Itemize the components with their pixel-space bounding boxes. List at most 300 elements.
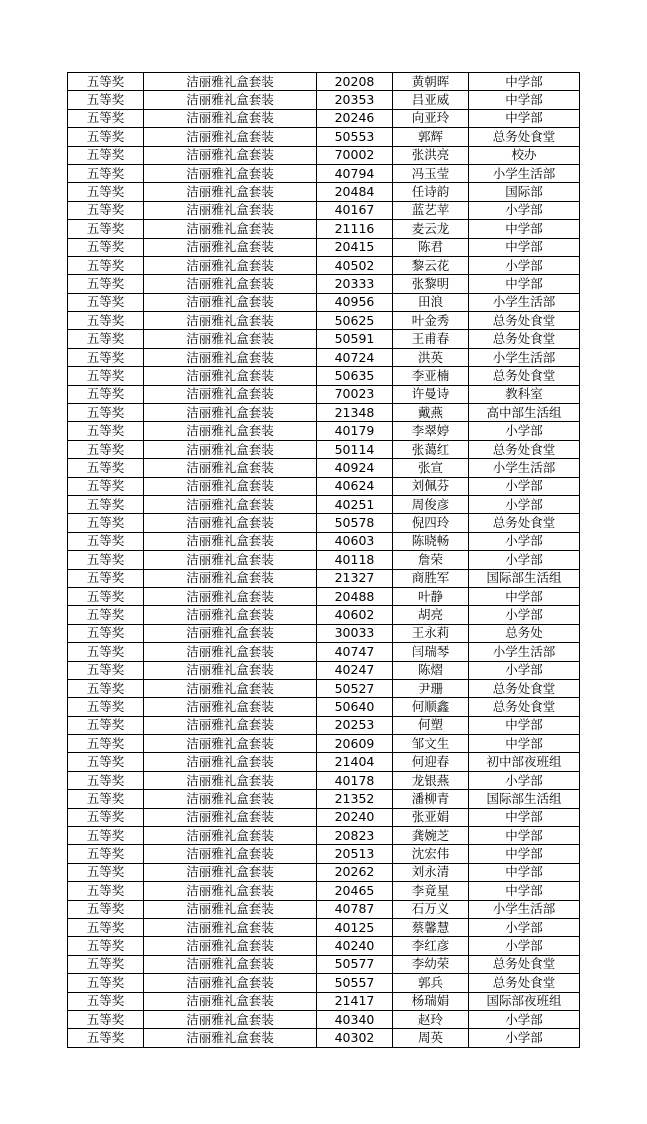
department-cell: 小学部 bbox=[469, 1029, 580, 1047]
staff-name-cell: 许曼诗 bbox=[393, 385, 469, 403]
department-cell: 中学部 bbox=[469, 827, 580, 845]
prize-item-cell: 洁丽雅礼盒套装 bbox=[144, 753, 317, 771]
table-row bbox=[68, 643, 580, 661]
department-cell: 校办 bbox=[469, 146, 580, 164]
table-row bbox=[68, 716, 580, 734]
department-cell: 小学部 bbox=[469, 532, 580, 550]
staff-id-cell: 20353 bbox=[317, 91, 393, 109]
staff-name-cell: 刘永清 bbox=[393, 863, 469, 881]
staff-id-cell: 50527 bbox=[317, 679, 393, 697]
table-row bbox=[68, 1029, 580, 1047]
table-row bbox=[68, 495, 580, 513]
staff-name-cell: 杨瑞娟 bbox=[393, 992, 469, 1010]
department-cell: 国际部生活组 bbox=[469, 790, 580, 808]
department-cell: 小学生活部 bbox=[469, 643, 580, 661]
table-row bbox=[68, 201, 580, 219]
staff-id-cell: 40179 bbox=[317, 422, 393, 440]
staff-id-cell: 50557 bbox=[317, 974, 393, 992]
prize-level-cell: 五等奖 bbox=[68, 992, 144, 1010]
table-row bbox=[68, 367, 580, 385]
department-cell: 中学部 bbox=[469, 275, 580, 293]
prize-item-cell: 洁丽雅礼盒套装 bbox=[144, 109, 317, 127]
prize-item-cell: 洁丽雅礼盒套装 bbox=[144, 220, 317, 238]
department-cell: 小学部 bbox=[469, 256, 580, 274]
staff-name-cell: 商胜军 bbox=[393, 569, 469, 587]
table-row bbox=[68, 164, 580, 182]
department-cell: 初中部夜班组 bbox=[469, 753, 580, 771]
department-cell: 总务处食堂 bbox=[469, 330, 580, 348]
prize-level-cell: 五等奖 bbox=[68, 422, 144, 440]
prize-item-cell: 洁丽雅礼盒套装 bbox=[144, 201, 317, 219]
staff-name-cell: 陈晓畅 bbox=[393, 532, 469, 550]
staff-name-cell: 田浪 bbox=[393, 293, 469, 311]
prize-item-cell: 洁丽雅礼盒套装 bbox=[144, 367, 317, 385]
table-row bbox=[68, 422, 580, 440]
prize-level-cell: 五等奖 bbox=[68, 827, 144, 845]
staff-id-cell: 20609 bbox=[317, 735, 393, 753]
staff-name-cell: 胡亮 bbox=[393, 606, 469, 624]
department-cell: 中学部 bbox=[469, 882, 580, 900]
prize-level-cell: 五等奖 bbox=[68, 514, 144, 532]
table-row bbox=[68, 569, 580, 587]
prize-level-cell: 五等奖 bbox=[68, 698, 144, 716]
staff-id-cell: 30033 bbox=[317, 624, 393, 642]
prize-level-cell: 五等奖 bbox=[68, 1029, 144, 1047]
department-cell: 中学部 bbox=[469, 238, 580, 256]
staff-name-cell: 郭兵 bbox=[393, 974, 469, 992]
staff-id-cell: 40340 bbox=[317, 1010, 393, 1028]
prize-level-cell: 五等奖 bbox=[68, 275, 144, 293]
table-row bbox=[68, 73, 580, 91]
staff-id-cell: 40302 bbox=[317, 1029, 393, 1047]
staff-name-cell: 张黎明 bbox=[393, 275, 469, 293]
staff-name-cell: 吕亚威 bbox=[393, 91, 469, 109]
prize-item-cell: 洁丽雅礼盒套装 bbox=[144, 459, 317, 477]
department-cell: 中学部 bbox=[469, 863, 580, 881]
prize-item-cell: 洁丽雅礼盒套装 bbox=[144, 974, 317, 992]
department-cell: 小学部 bbox=[469, 918, 580, 936]
staff-id-cell: 50635 bbox=[317, 367, 393, 385]
staff-id-cell: 50553 bbox=[317, 128, 393, 146]
staff-id-cell: 40178 bbox=[317, 771, 393, 789]
staff-id-cell: 20488 bbox=[317, 587, 393, 605]
prize-level-cell: 五等奖 bbox=[68, 238, 144, 256]
staff-name-cell: 闫瑞琴 bbox=[393, 643, 469, 661]
prize-level-cell: 五等奖 bbox=[68, 606, 144, 624]
staff-id-cell: 40724 bbox=[317, 348, 393, 366]
department-cell: 中学部 bbox=[469, 73, 580, 91]
prize-item-cell: 洁丽雅礼盒套装 bbox=[144, 698, 317, 716]
table-row bbox=[68, 679, 580, 697]
prize-level-cell: 五等奖 bbox=[68, 735, 144, 753]
department-cell: 总务处食堂 bbox=[469, 698, 580, 716]
table-row bbox=[68, 624, 580, 642]
prize-level-cell: 五等奖 bbox=[68, 808, 144, 826]
staff-name-cell: 沈宏伟 bbox=[393, 845, 469, 863]
prize-level-cell: 五等奖 bbox=[68, 385, 144, 403]
prize-level-cell: 五等奖 bbox=[68, 367, 144, 385]
prize-item-cell: 洁丽雅礼盒套装 bbox=[144, 992, 317, 1010]
staff-name-cell: 尹珊 bbox=[393, 679, 469, 697]
staff-id-cell: 40787 bbox=[317, 900, 393, 918]
department-cell: 小学生活部 bbox=[469, 293, 580, 311]
staff-name-cell: 潘柳青 bbox=[393, 790, 469, 808]
prize-item-cell: 洁丽雅礼盒套装 bbox=[144, 495, 317, 513]
staff-name-cell: 蔡馨慧 bbox=[393, 918, 469, 936]
table-row bbox=[68, 606, 580, 624]
table-row bbox=[68, 183, 580, 201]
prize-item-cell: 洁丽雅礼盒套装 bbox=[144, 845, 317, 863]
prize-level-cell: 五等奖 bbox=[68, 128, 144, 146]
staff-name-cell: 李翠婷 bbox=[393, 422, 469, 440]
staff-id-cell: 21116 bbox=[317, 220, 393, 238]
staff-name-cell: 赵玲 bbox=[393, 1010, 469, 1028]
prize-item-cell: 洁丽雅礼盒套装 bbox=[144, 440, 317, 458]
department-cell: 总务处食堂 bbox=[469, 312, 580, 330]
table-row bbox=[68, 91, 580, 109]
staff-id-cell: 21404 bbox=[317, 753, 393, 771]
staff-id-cell: 20823 bbox=[317, 827, 393, 845]
prize-level-cell: 五等奖 bbox=[68, 91, 144, 109]
prize-level-cell: 五等奖 bbox=[68, 1010, 144, 1028]
table-row bbox=[68, 256, 580, 274]
prize-item-cell: 洁丽雅礼盒套装 bbox=[144, 735, 317, 753]
staff-name-cell: 黎云花 bbox=[393, 256, 469, 274]
table-row bbox=[68, 587, 580, 605]
prize-item-cell: 洁丽雅礼盒套装 bbox=[144, 293, 317, 311]
table-row bbox=[68, 293, 580, 311]
staff-name-cell: 周俊彦 bbox=[393, 495, 469, 513]
staff-id-cell: 40747 bbox=[317, 643, 393, 661]
staff-name-cell: 龙银燕 bbox=[393, 771, 469, 789]
prize-level-cell: 五等奖 bbox=[68, 256, 144, 274]
staff-id-cell: 40118 bbox=[317, 551, 393, 569]
department-cell: 总务处食堂 bbox=[469, 514, 580, 532]
table-row bbox=[68, 753, 580, 771]
department-cell: 中学部 bbox=[469, 91, 580, 109]
table-row bbox=[68, 845, 580, 863]
department-cell: 国际部夜班组 bbox=[469, 992, 580, 1010]
table-row bbox=[68, 882, 580, 900]
prize-item-cell: 洁丽雅礼盒套装 bbox=[144, 827, 317, 845]
department-cell: 国际部 bbox=[469, 183, 580, 201]
prize-level-cell: 五等奖 bbox=[68, 974, 144, 992]
table-row bbox=[68, 735, 580, 753]
table-row bbox=[68, 459, 580, 477]
staff-name-cell: 麦云龙 bbox=[393, 220, 469, 238]
prize-level-cell: 五等奖 bbox=[68, 220, 144, 238]
prize-level-cell: 五等奖 bbox=[68, 404, 144, 422]
table-row bbox=[68, 238, 580, 256]
department-cell: 总务处食堂 bbox=[469, 955, 580, 973]
staff-name-cell: 任诗韵 bbox=[393, 183, 469, 201]
department-cell: 中学部 bbox=[469, 716, 580, 734]
staff-id-cell: 20253 bbox=[317, 716, 393, 734]
prize-item-cell: 洁丽雅礼盒套装 bbox=[144, 790, 317, 808]
department-cell: 小学部 bbox=[469, 551, 580, 569]
staff-name-cell: 黄朝晖 bbox=[393, 73, 469, 91]
staff-name-cell: 李幼荣 bbox=[393, 955, 469, 973]
department-cell: 小学部 bbox=[469, 771, 580, 789]
award-table bbox=[67, 72, 580, 1048]
department-cell: 小学部 bbox=[469, 606, 580, 624]
prize-level-cell: 五等奖 bbox=[68, 532, 144, 550]
prize-level-cell: 五等奖 bbox=[68, 146, 144, 164]
staff-name-cell: 王甫春 bbox=[393, 330, 469, 348]
prize-item-cell: 洁丽雅礼盒套装 bbox=[144, 771, 317, 789]
table-row bbox=[68, 220, 580, 238]
staff-name-cell: 陈君 bbox=[393, 238, 469, 256]
prize-level-cell: 五等奖 bbox=[68, 348, 144, 366]
staff-name-cell: 陈熠 bbox=[393, 661, 469, 679]
staff-name-cell: 邹文生 bbox=[393, 735, 469, 753]
department-cell: 总务处食堂 bbox=[469, 974, 580, 992]
prize-level-cell: 五等奖 bbox=[68, 955, 144, 973]
staff-name-cell: 倪四玲 bbox=[393, 514, 469, 532]
prize-item-cell: 洁丽雅礼盒套装 bbox=[144, 404, 317, 422]
table-row bbox=[68, 532, 580, 550]
prize-level-cell: 五等奖 bbox=[68, 643, 144, 661]
prize-level-cell: 五等奖 bbox=[68, 312, 144, 330]
table-row bbox=[68, 827, 580, 845]
prize-item-cell: 洁丽雅礼盒套装 bbox=[144, 330, 317, 348]
prize-item-cell: 洁丽雅礼盒套装 bbox=[144, 385, 317, 403]
department-cell: 小学部 bbox=[469, 1010, 580, 1028]
staff-id-cell: 40794 bbox=[317, 164, 393, 182]
table-row bbox=[68, 330, 580, 348]
department-cell: 小学生活部 bbox=[469, 164, 580, 182]
prize-item-cell: 洁丽雅礼盒套装 bbox=[144, 643, 317, 661]
prize-level-cell: 五等奖 bbox=[68, 937, 144, 955]
staff-name-cell: 周英 bbox=[393, 1029, 469, 1047]
department-cell: 总务处食堂 bbox=[469, 128, 580, 146]
staff-id-cell: 20484 bbox=[317, 183, 393, 201]
staff-id-cell: 50591 bbox=[317, 330, 393, 348]
department-cell: 小学部 bbox=[469, 661, 580, 679]
staff-id-cell: 21348 bbox=[317, 404, 393, 422]
prize-level-cell: 五等奖 bbox=[68, 477, 144, 495]
award-sheet bbox=[67, 72, 579, 1048]
prize-level-cell: 五等奖 bbox=[68, 753, 144, 771]
prize-item-cell: 洁丽雅礼盒套装 bbox=[144, 606, 317, 624]
department-cell: 国际部生活组 bbox=[469, 569, 580, 587]
staff-id-cell: 20513 bbox=[317, 845, 393, 863]
prize-item-cell: 洁丽雅礼盒套装 bbox=[144, 808, 317, 826]
staff-id-cell: 20465 bbox=[317, 882, 393, 900]
table-row bbox=[68, 440, 580, 458]
prize-level-cell: 五等奖 bbox=[68, 900, 144, 918]
prize-level-cell: 五等奖 bbox=[68, 183, 144, 201]
table-row bbox=[68, 109, 580, 127]
prize-item-cell: 洁丽雅礼盒套装 bbox=[144, 238, 317, 256]
prize-level-cell: 五等奖 bbox=[68, 330, 144, 348]
prize-item-cell: 洁丽雅礼盒套装 bbox=[144, 863, 317, 881]
prize-item-cell: 洁丽雅礼盒套装 bbox=[144, 918, 317, 936]
table-row bbox=[68, 955, 580, 973]
prize-item-cell: 洁丽雅礼盒套装 bbox=[144, 900, 317, 918]
staff-id-cell: 20262 bbox=[317, 863, 393, 881]
staff-name-cell: 向亚玲 bbox=[393, 109, 469, 127]
department-cell: 中学部 bbox=[469, 808, 580, 826]
prize-item-cell: 洁丽雅礼盒套装 bbox=[144, 183, 317, 201]
staff-name-cell: 张宣 bbox=[393, 459, 469, 477]
prize-level-cell: 五等奖 bbox=[68, 624, 144, 642]
table-row bbox=[68, 698, 580, 716]
staff-name-cell: 李红彦 bbox=[393, 937, 469, 955]
staff-id-cell: 50114 bbox=[317, 440, 393, 458]
table-row bbox=[68, 128, 580, 146]
prize-item-cell: 洁丽雅礼盒套装 bbox=[144, 679, 317, 697]
prize-item-cell: 洁丽雅礼盒套装 bbox=[144, 569, 317, 587]
staff-name-cell: 李竟星 bbox=[393, 882, 469, 900]
prize-level-cell: 五等奖 bbox=[68, 863, 144, 881]
table-row bbox=[68, 385, 580, 403]
table-row bbox=[68, 514, 580, 532]
prize-item-cell: 洁丽雅礼盒套装 bbox=[144, 477, 317, 495]
department-cell: 总务处食堂 bbox=[469, 367, 580, 385]
staff-name-cell: 李亚楠 bbox=[393, 367, 469, 385]
table-row bbox=[68, 918, 580, 936]
prize-level-cell: 五等奖 bbox=[68, 587, 144, 605]
prize-item-cell: 洁丽雅礼盒套装 bbox=[144, 256, 317, 274]
prize-item-cell: 洁丽雅礼盒套装 bbox=[144, 514, 317, 532]
staff-id-cell: 20208 bbox=[317, 73, 393, 91]
prize-level-cell: 五等奖 bbox=[68, 73, 144, 91]
staff-id-cell: 40167 bbox=[317, 201, 393, 219]
staff-name-cell: 戴燕 bbox=[393, 404, 469, 422]
table-row bbox=[68, 900, 580, 918]
staff-id-cell: 20333 bbox=[317, 275, 393, 293]
staff-id-cell: 20246 bbox=[317, 109, 393, 127]
staff-id-cell: 40924 bbox=[317, 459, 393, 477]
department-cell: 小学部 bbox=[469, 477, 580, 495]
prize-level-cell: 五等奖 bbox=[68, 164, 144, 182]
prize-level-cell: 五等奖 bbox=[68, 716, 144, 734]
staff-name-cell: 詹荣 bbox=[393, 551, 469, 569]
department-cell: 中学部 bbox=[469, 587, 580, 605]
staff-id-cell: 40240 bbox=[317, 937, 393, 955]
prize-level-cell: 五等奖 bbox=[68, 551, 144, 569]
table-row bbox=[68, 992, 580, 1010]
department-cell: 总务处食堂 bbox=[469, 440, 580, 458]
staff-name-cell: 何塑 bbox=[393, 716, 469, 734]
prize-item-cell: 洁丽雅礼盒套装 bbox=[144, 1029, 317, 1047]
prize-level-cell: 五等奖 bbox=[68, 661, 144, 679]
staff-id-cell: 21417 bbox=[317, 992, 393, 1010]
prize-level-cell: 五等奖 bbox=[68, 790, 144, 808]
prize-item-cell: 洁丽雅礼盒套装 bbox=[144, 164, 317, 182]
table-row bbox=[68, 551, 580, 569]
table-row bbox=[68, 146, 580, 164]
prize-level-cell: 五等奖 bbox=[68, 771, 144, 789]
department-cell: 中学部 bbox=[469, 109, 580, 127]
staff-id-cell: 70023 bbox=[317, 385, 393, 403]
prize-level-cell: 五等奖 bbox=[68, 495, 144, 513]
department-cell: 小学生活部 bbox=[469, 459, 580, 477]
prize-item-cell: 洁丽雅礼盒套装 bbox=[144, 422, 317, 440]
prize-level-cell: 五等奖 bbox=[68, 845, 144, 863]
prize-level-cell: 五等奖 bbox=[68, 109, 144, 127]
staff-name-cell: 石万义 bbox=[393, 900, 469, 918]
staff-name-cell: 刘佩芬 bbox=[393, 477, 469, 495]
department-cell: 小学部 bbox=[469, 937, 580, 955]
staff-id-cell: 20415 bbox=[317, 238, 393, 256]
department-cell: 小学部 bbox=[469, 422, 580, 440]
staff-id-cell: 21327 bbox=[317, 569, 393, 587]
staff-id-cell: 40624 bbox=[317, 477, 393, 495]
table-row bbox=[68, 661, 580, 679]
prize-item-cell: 洁丽雅礼盒套装 bbox=[144, 882, 317, 900]
table-row bbox=[68, 771, 580, 789]
staff-id-cell: 40603 bbox=[317, 532, 393, 550]
department-cell: 小学生活部 bbox=[469, 900, 580, 918]
staff-id-cell: 40602 bbox=[317, 606, 393, 624]
table-row bbox=[68, 790, 580, 808]
staff-id-cell: 50625 bbox=[317, 312, 393, 330]
prize-item-cell: 洁丽雅礼盒套装 bbox=[144, 587, 317, 605]
staff-id-cell: 70002 bbox=[317, 146, 393, 164]
department-cell: 中学部 bbox=[469, 220, 580, 238]
prize-item-cell: 洁丽雅礼盒套装 bbox=[144, 146, 317, 164]
prize-item-cell: 洁丽雅礼盒套装 bbox=[144, 91, 317, 109]
table-row bbox=[68, 974, 580, 992]
department-cell: 小学生活部 bbox=[469, 348, 580, 366]
prize-item-cell: 洁丽雅礼盒套装 bbox=[144, 624, 317, 642]
table-row bbox=[68, 275, 580, 293]
prize-item-cell: 洁丽雅礼盒套装 bbox=[144, 532, 317, 550]
table-row bbox=[68, 404, 580, 422]
prize-level-cell: 五等奖 bbox=[68, 459, 144, 477]
prize-item-cell: 洁丽雅礼盒套装 bbox=[144, 661, 317, 679]
department-cell: 中学部 bbox=[469, 735, 580, 753]
table-row bbox=[68, 477, 580, 495]
department-cell: 中学部 bbox=[469, 845, 580, 863]
staff-name-cell: 洪英 bbox=[393, 348, 469, 366]
staff-id-cell: 40251 bbox=[317, 495, 393, 513]
prize-item-cell: 洁丽雅礼盒套装 bbox=[144, 937, 317, 955]
prize-level-cell: 五等奖 bbox=[68, 293, 144, 311]
prize-level-cell: 五等奖 bbox=[68, 201, 144, 219]
prize-item-cell: 洁丽雅礼盒套装 bbox=[144, 1010, 317, 1028]
prize-item-cell: 洁丽雅礼盒套装 bbox=[144, 73, 317, 91]
table-row bbox=[68, 348, 580, 366]
department-cell: 小学部 bbox=[469, 495, 580, 513]
staff-name-cell: 张亚娟 bbox=[393, 808, 469, 826]
prize-level-cell: 五等奖 bbox=[68, 679, 144, 697]
prize-item-cell: 洁丽雅礼盒套装 bbox=[144, 275, 317, 293]
prize-item-cell: 洁丽雅礼盒套装 bbox=[144, 955, 317, 973]
staff-id-cell: 40956 bbox=[317, 293, 393, 311]
staff-id-cell: 40502 bbox=[317, 256, 393, 274]
staff-id-cell: 50578 bbox=[317, 514, 393, 532]
table-row bbox=[68, 312, 580, 330]
prize-level-cell: 五等奖 bbox=[68, 918, 144, 936]
prize-item-cell: 洁丽雅礼盒套装 bbox=[144, 551, 317, 569]
staff-id-cell: 50577 bbox=[317, 955, 393, 973]
department-cell: 高中部生活组 bbox=[469, 404, 580, 422]
prize-item-cell: 洁丽雅礼盒套装 bbox=[144, 312, 317, 330]
table-row bbox=[68, 808, 580, 826]
award-table-body bbox=[68, 73, 580, 1048]
prize-item-cell: 洁丽雅礼盒套装 bbox=[144, 128, 317, 146]
staff-name-cell: 张洪亮 bbox=[393, 146, 469, 164]
staff-name-cell: 蓝艺苹 bbox=[393, 201, 469, 219]
staff-name-cell: 冯玉莹 bbox=[393, 164, 469, 182]
staff-name-cell: 叶静 bbox=[393, 587, 469, 605]
staff-id-cell: 21352 bbox=[317, 790, 393, 808]
staff-name-cell: 张蔼红 bbox=[393, 440, 469, 458]
staff-id-cell: 50640 bbox=[317, 698, 393, 716]
